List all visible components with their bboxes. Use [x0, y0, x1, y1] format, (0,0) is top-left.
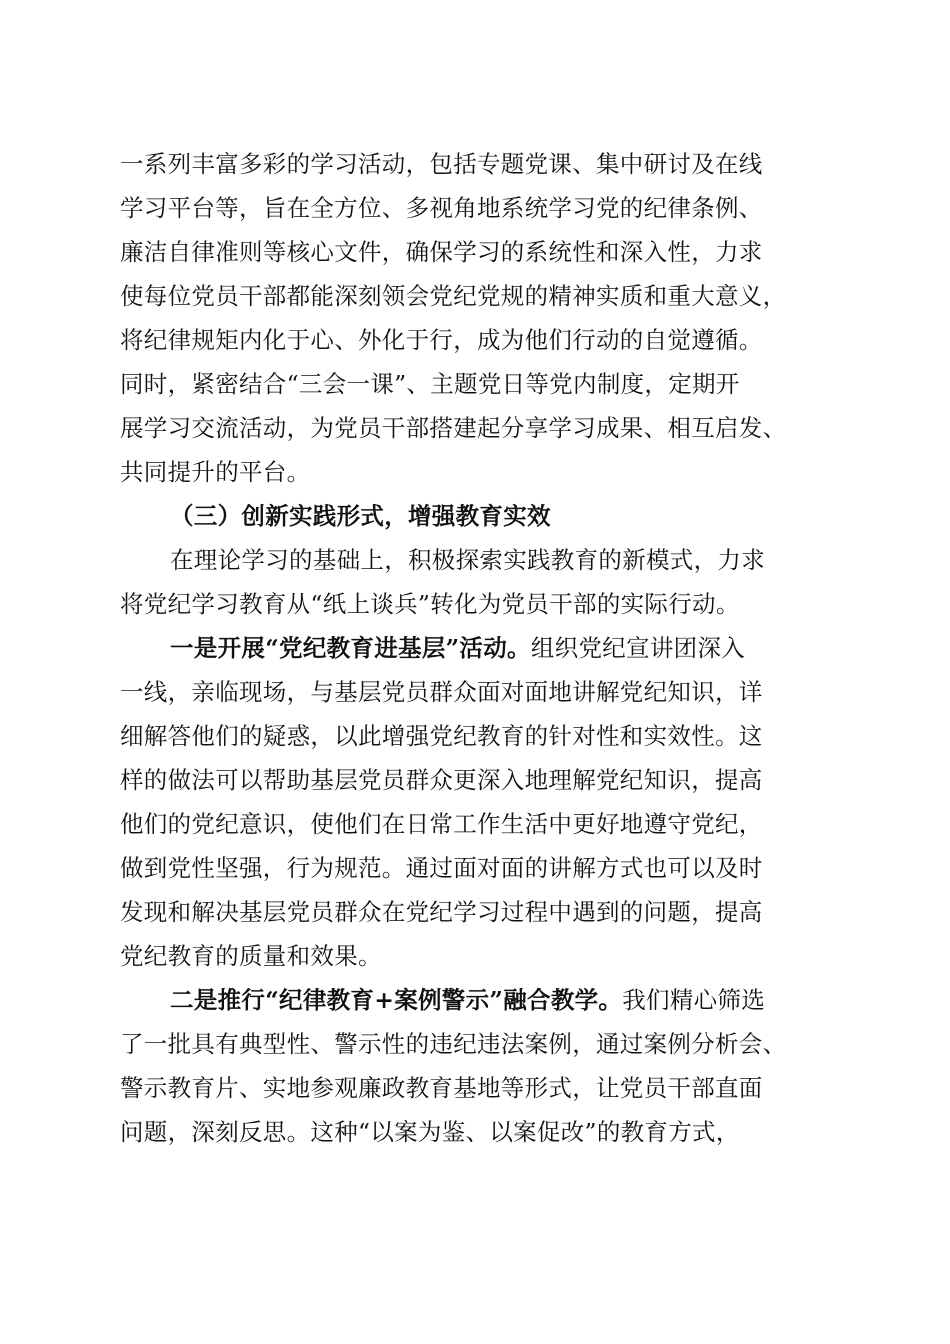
lead-rest: 组织党纪宣讲团深入 — [530, 634, 746, 662]
paragraph-grassroots-education — [120, 626, 830, 978]
text-line: 廉洁自律准则等核心文件，确保学习的系统性和深入性，力求 — [120, 238, 763, 266]
text-line: 细解答他们的疑惑，以此增强党纪教育的针对性和实效性。这 — [120, 722, 763, 750]
text-line: 共同提升的平台。 — [120, 458, 311, 486]
text-line: 警示教育片、实地参观廉政教育基地等形式，让党员干部直面 — [120, 1074, 763, 1102]
lead-phrase: 一是开展“党纪教育进基层”活动。 — [170, 634, 531, 662]
text-line: 展学习交流活动，为党员干部搭建起分享学习成果、相互启发、 — [120, 414, 787, 442]
lead-rest: 我们精心筛选 — [622, 986, 766, 1014]
text-line: 一线，亲临现场，与基层党员群众面对面地讲解党纪知识，详 — [120, 678, 763, 706]
paragraph-case-warning — [120, 978, 830, 1154]
text-line: 样的做法可以帮助基层党员群众更深入地理解党纪知识，提高 — [120, 766, 763, 794]
text-line: 一系列丰富多彩的学习活动，包括专题党课、集中研讨及在线 — [120, 150, 763, 178]
paragraph-study-activities — [120, 142, 830, 494]
text-line: 问题，深刻反思。这种“以案为鉴、以案促改”的教育方式， — [120, 1118, 740, 1146]
lead-phrase: 二是推行“纪律教育+案例警示”融合教学。 — [170, 986, 623, 1014]
text-line: 发现和解决基层党员群众在党纪学习过程中遇到的问题，提高 — [120, 898, 763, 926]
text-line: 党纪教育的质量和效果。 — [120, 942, 382, 970]
text-line: 将党纪学习教育从“纸上谈兵”转化为党员干部的实际行动。 — [120, 590, 740, 618]
text-line: 在理论学习的基础上，积极探索实践教育的新模式，力求 — [170, 546, 765, 574]
text-line: 他们的党纪意识，使他们在日常工作生活中更好地遵守党纪， — [120, 810, 763, 838]
text-line-lead — [120, 626, 830, 670]
section-heading: （三）创新实践形式，增强教育实效 — [170, 502, 551, 530]
text-line: 使每位党员干部都能深刻领会党纪党规的精神实质和重大意义， — [120, 282, 787, 310]
text-line: 了一批具有典型性、警示性的违纪违法案例，通过案例分析会、 — [120, 1030, 787, 1058]
text-line: 学习平台等，旨在全方位、多视角地系统学习党的纪律条例、 — [120, 194, 763, 222]
document-body — [120, 142, 830, 1154]
text-line: 做到党性坚强，行为规范。通过面对面的讲解方式也可以及时 — [120, 854, 763, 882]
text-line: 将纪律规矩内化于心、外化于行，成为他们行动的自觉遵循。 — [120, 326, 763, 354]
text-line-lead — [120, 978, 830, 1022]
text-line: 同时，紧密结合“三会一课”、主题党日等党内制度，定期开 — [120, 370, 740, 398]
paragraph-practice-intro — [120, 538, 830, 626]
